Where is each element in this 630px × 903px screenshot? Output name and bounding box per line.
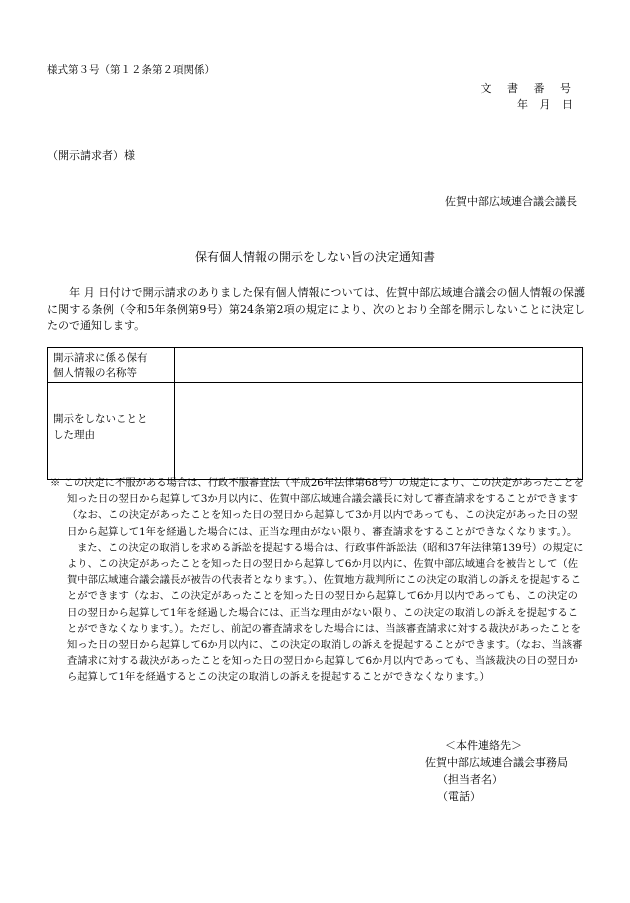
row2-value-cell: [175, 383, 583, 480]
row2-label-line1: 開示をしないことと: [53, 413, 148, 425]
note-lawsuit: また、この決定の取消しを求める訴訟を提起する場合は、行政事件訴訟法（昭和37年法律第139号）の規定により、この決定があったことを知った日の翌日から起算して6か月以内に、佐賀中部広域連合を被告として（佐賀中部広域連合議会議長が被告の代表者となります。）、佐賀地方裁判所にこの決定の取消しの訴えを提起することができます（なお、この決定があったことを知った日の翌日から起算して6か月以内であっても、この決定の日の翌日から起算して1年を経過した場合には、正当な理由がない限り、この決定の取消しの訴えを提起することができなくなります。）。ただし、前記の審査請求をした場合には、当該審査請求に対する裁決があったことを知った日の翌日から起算して6か月以内に、この決定の取消しの訴えを提起することができます。（なお、当該審査請求に対する裁決があったことを知った日の翌日から起算して6か月以内であっても、当該裁決の日の翌日から起算して1年を経過するとこの決定の取消しの訴えを提起することができなくなります。）: [67, 541, 584, 684]
table-label-cell: [48, 383, 175, 480]
row2-label-line2: した理由: [53, 429, 95, 441]
document-title: 保有個人情報の開示をしない旨の決定通知書: [194, 250, 435, 264]
row1-value-cell: [175, 348, 583, 383]
date-label: 年 月 日: [517, 98, 577, 111]
row1-label-line2: 個人情報の名称等: [53, 367, 137, 379]
notes-section: [50, 475, 584, 686]
row1-label-line1: 開示請求に係る保有: [53, 352, 148, 364]
info-table: [47, 347, 583, 480]
table-label-cell: [48, 348, 175, 383]
table-row: [48, 348, 583, 383]
sender: 佐賀中部広域連合議会議長: [445, 195, 577, 208]
document-number-label: 文 書 番 号: [480, 82, 577, 95]
addressee: （開示請求者）様: [47, 149, 135, 162]
contact-person: （担当者名）: [437, 773, 503, 786]
body-paragraph: 年 月 日付けで開示請求のありました保有個人情報については、佐賀中部広域連合議会の個人情報の保護に関する条例（令和5年条例第9号）第24条第2項の規定により、次のとおり全部を開示しないことに決定したので通知します。: [47, 286, 585, 332]
contact-phone: （電話）: [437, 790, 481, 803]
note-appeal: ※ この決定に不服がある場合は、行政不服審査法（平成26年法律第68号）の規定により、この決定があったことを知った日の翌日から起算して3か月以内に、佐賀中部広域連合議会議長に対して審査請求をすることができます（なお、この決定があったことを知った日の翌日から起算して3か月以内であっても、この決定があった日の翌日から起算して1年を経過した場合には、正当な理由がない限り、審査請求をすることができなくなります。）。: [50, 477, 584, 538]
contact-office: 佐賀中部広域連合議会事務局: [425, 756, 568, 769]
table-row: [48, 383, 583, 480]
form-number: 様式第３号（第１２条第２項関係）: [47, 64, 215, 76]
contact-block: [425, 737, 568, 805]
contact-heading: ＜本件連絡先＞: [445, 739, 522, 752]
